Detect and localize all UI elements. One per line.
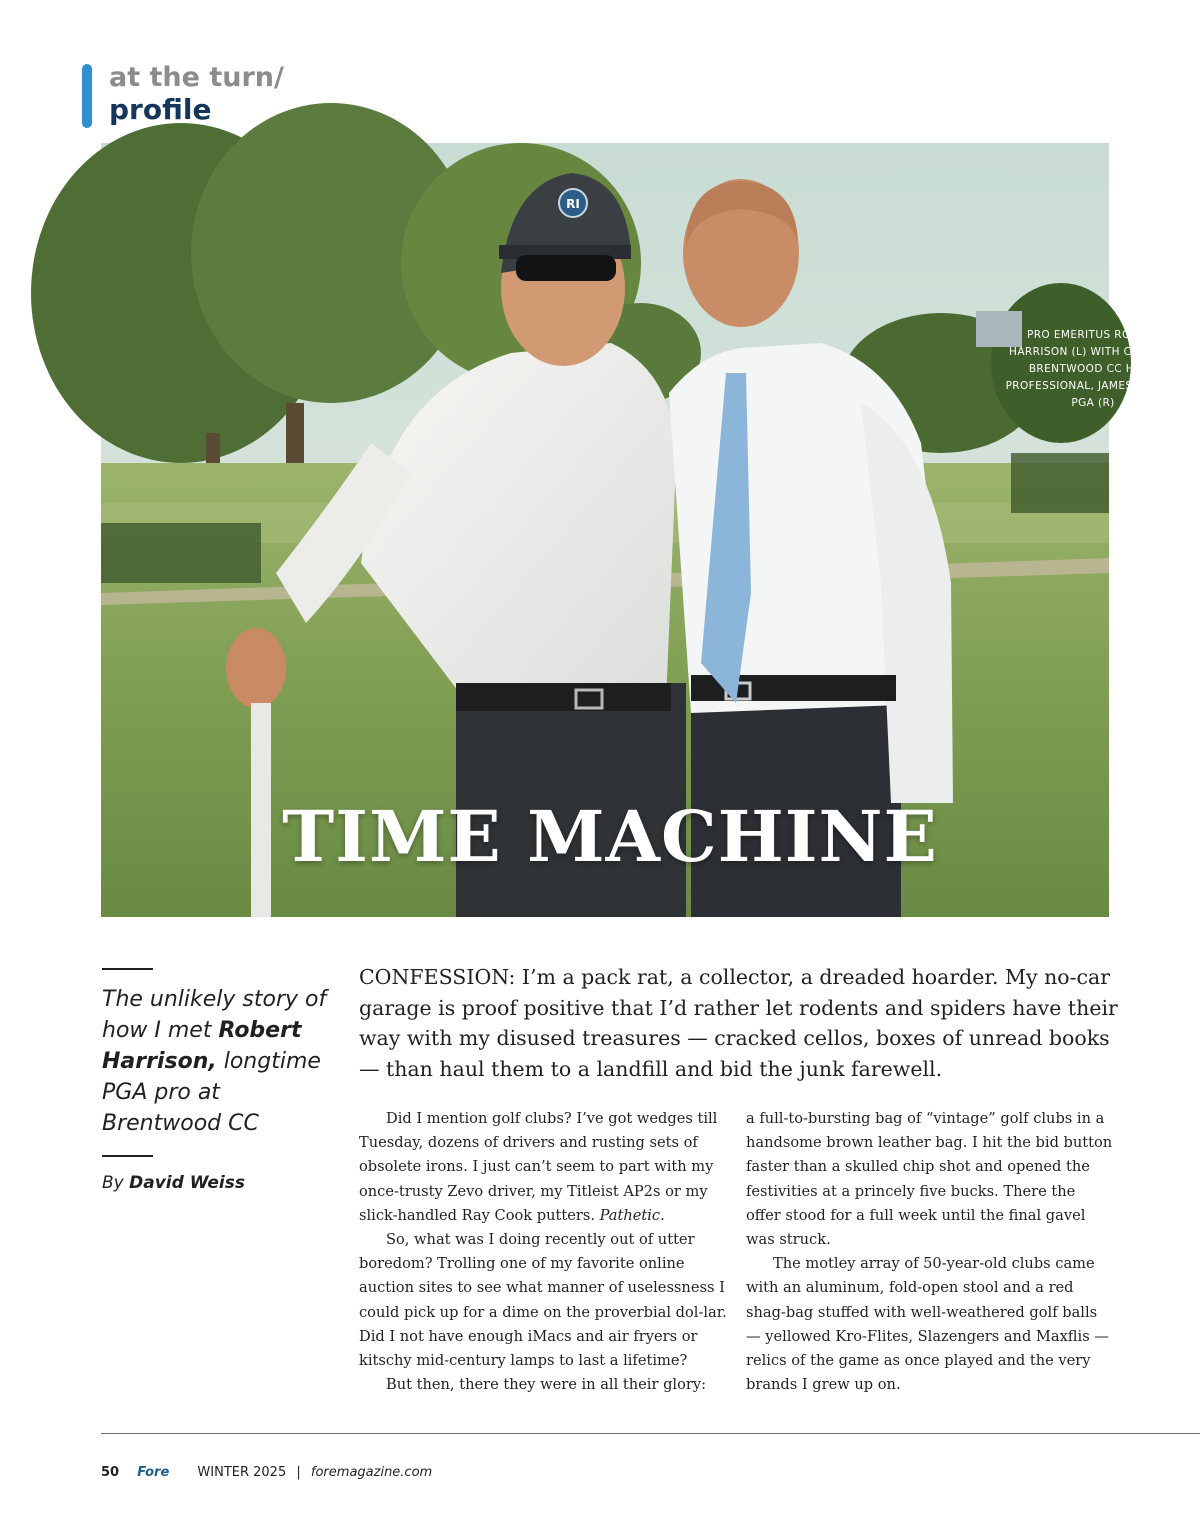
body-column-left (359, 1107, 727, 1397)
body-text: Did I mention golf clubs? I’ve got wedges till Tuesday, dozens of drivers and rusting sets of obsolete irons. I just can’t seem to part with my once-trusty Zevo driver, my Titleist AP2s or my slick-handled Ray Cook putters. (359, 1110, 718, 1224)
footer-rule (101, 1433, 1200, 1434)
byline (102, 1173, 245, 1193)
body-paragraph: a full-to-bursting bag of “vintage” golf clubs in a handsome brown leather bag. I hit the bid button faster than a skulled chip shot and opened the festivities at a princely five bucks. There the offer stood for a full week until the final gavel was struck. (746, 1110, 1113, 1249)
body-paragraph (359, 1107, 727, 1228)
issue-label: WINTER 2025 (197, 1465, 287, 1480)
dek (102, 984, 332, 1139)
hero-photo (101, 143, 1181, 917)
section-title: profile (109, 93, 212, 126)
byline-prefix: By (102, 1173, 124, 1193)
dek-line1: The unlikely story of how I met (102, 987, 327, 1043)
page-footer (101, 1465, 432, 1480)
dek-bottom-rule (102, 1155, 153, 1157)
body-paragraph: The motley array of 50-year-old clubs came with an aluminum, fold-open stool and a red shag-bag stuffed with well-weathered golf balls — yellowed Kro-Flites, Slazengers and Maxflis — relics of the game as once played and the very brands I grew up on. (746, 1255, 1109, 1394)
dek-line2: longtime PGA pro at Brentwood CC (102, 1049, 321, 1136)
photo-caption: PRO EMERITUS ROBERT HARRISON (L) WITH CURRENT BRENTWOOD CC HEAD PROFESSIONAL, JAMES ROCCO, PGA (R) (1005, 329, 1181, 409)
lede-paragraph: CONFESSION: I’m a pack rat, a collector, a dreaded hoarder. My no-car garage is proof positive that I’d rather let rodents and spiders have their way with my disused treasures — cracked cellos, boxes of unread books — than haul them to a landfill and bid the junk farewell. (359, 965, 1118, 1081)
section-label: at the turn/ (109, 62, 284, 93)
dek-name: Robert Harrison, (102, 1018, 302, 1074)
magazine-logo: Fore (137, 1465, 170, 1480)
section-accent-bar (82, 64, 92, 128)
website-link[interactable]: foremagazine.com (310, 1465, 433, 1480)
dek-top-rule (102, 968, 153, 970)
body-paragraph: But then, there they were in all their glory: (386, 1376, 707, 1394)
page-number: 50 (101, 1465, 120, 1480)
footer-separator: | (296, 1465, 301, 1480)
headline: TIME MACHINE (282, 795, 938, 878)
body-column-right (746, 1107, 1114, 1397)
body-paragraph: So, what was I doing recently out of utter boredom? Trolling one of my favorite online auction sites to see what manner of uselessness I could pick up for a dime on the proverbial dol-lar. Did I not have enough iMacs and air fryers or kitschy mid-century lamps to last a lifetime? (359, 1231, 727, 1370)
body-emphasis: Pathetic. (599, 1206, 665, 1224)
cap-logo: RI (566, 197, 580, 211)
byline-author: David Weiss (129, 1173, 245, 1193)
